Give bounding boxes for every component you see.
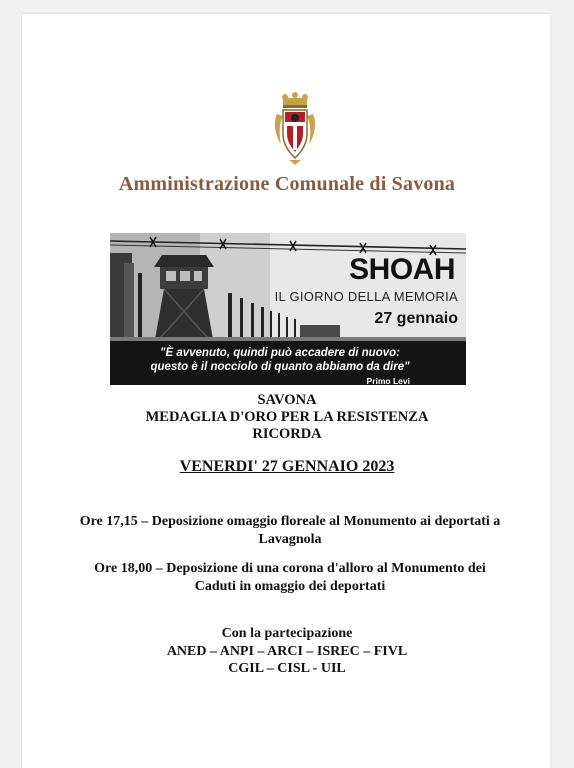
participation-line1: ANED – ANPI – ARCI – ISREC – FIVL: [166, 643, 408, 659]
banner-date: 27 gennaio: [374, 310, 458, 327]
intro-line1: SAVONA: [257, 392, 317, 408]
intro-line2: MEDAGLIA D'ORO PER LA RESISTENZA: [145, 409, 429, 425]
participation-intro: Con la partecipazione: [221, 626, 353, 641]
banner-quote-line2: questo è il nocciolo di quanto abbiamo da dire": [150, 361, 410, 373]
event-1-line2: Lavagnola: [258, 532, 322, 547]
intro-line3: RICORDA: [252, 426, 322, 442]
event-2-line1: Ore 18,00 – Deposizione di una corona d'alloro al Monumento dei: [94, 561, 486, 576]
organization-name: Amministrazione Comunale di Savona: [118, 173, 456, 195]
banner-quote-line1: "È avvenuto, quindi può accadere di nuovo:: [160, 347, 400, 359]
event-1-line1: Ore 17,15 – Deposizione omaggio floreale al Monumento ai deportati a: [79, 514, 501, 529]
banner-subtitle: IL GIORNO DELLA MEMORIA: [274, 289, 458, 304]
banner-quote-author: Primo Levi: [366, 376, 410, 386]
event-date-heading: VENERDI' 27 GENNAIO 2023: [179, 458, 395, 475]
banner-title: SHOAH: [349, 253, 455, 286]
coat-of-arms-icon: [273, 92, 317, 166]
participation-block: [0, 625, 574, 678]
participation-line2: CGIL – CISL - UIL: [228, 661, 346, 676]
banner-quote: [130, 346, 430, 374]
intro-block: [0, 392, 574, 443]
event-2-line2: Caduti in omaggio dei deportati: [194, 579, 386, 594]
event-item: [60, 560, 520, 596]
event-item: [60, 513, 520, 549]
